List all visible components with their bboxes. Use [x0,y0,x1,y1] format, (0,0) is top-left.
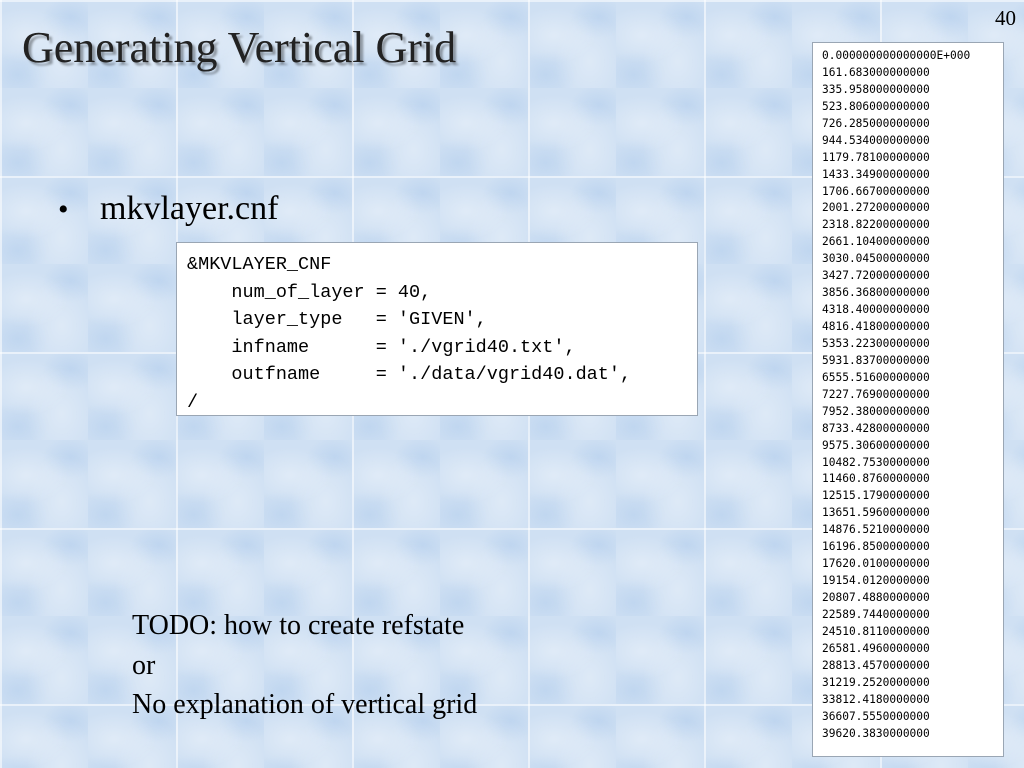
vgrid-value: 726.285000000000 [822,116,930,130]
vgrid-value: 5353.22300000000 [822,336,930,350]
vgrid-value: 6555.51600000000 [822,370,930,384]
vgrid-value: 17620.0100000000 [822,557,930,571]
vgrid-value: 9575.30600000000 [822,438,930,452]
vgrid-value: 5931.83700000000 [822,353,930,367]
vgrid-value: 24510.8110000000 [822,624,930,638]
vgrid-value: 31219.2520000000 [822,675,930,689]
config-line: num_of_layer = 40, [187,281,432,303]
config-line: infname = './vgrid40.txt', [187,336,576,358]
vgrid-value: 0.000000000000000E+000 [822,49,971,62]
bullet-dot-icon: • [58,193,69,226]
config-line: &MKVLAYER_CNF [187,254,332,275]
vgrid-value: 2318.82200000000 [822,218,930,232]
config-line: layer_type = 'GIVEN', [187,309,487,330]
bullet-text: mkvlayer.cnf [100,190,279,227]
vgrid-value: 14876.5210000000 [822,523,930,537]
vgrid-value: 22589.7440000000 [822,607,930,621]
vgrid-value: 4816.41800000000 [822,320,930,333]
vgrid-value: 7227.76900000000 [822,387,930,401]
vgrid-value: 39620.3830000000 [822,726,930,740]
slide-title: Generating Vertical Grid [22,23,457,72]
slide-number: 40 [995,6,1016,30]
vgrid-value: 2001.27200000000 [822,201,930,215]
vgrid-value: 2661.10400000000 [822,235,930,249]
vgrid-value: 3427.72000000000 [822,269,930,283]
bullet-list [58,190,278,228]
note-line: TODO: how to create refstate [132,610,465,641]
vgrid-value: 13651.5960000000 [822,506,930,520]
vgrid-value: 10482.7530000000 [822,455,930,469]
config-line: outfname = './data/vgrid40.dat', [187,364,632,385]
vgrid-value: 33812.4180000000 [822,692,930,706]
vgrid-value: 1179.78100000000 [822,150,930,164]
vgrid-value: 36607.5550000000 [822,709,930,723]
vgrid-value: 335.958000000000 [822,82,930,96]
vgrid-value: 944.534000000000 [822,133,930,147]
vgrid-value: 523.806000000000 [822,99,930,113]
bullet-item [58,190,278,228]
vgrid-value: 16196.8500000000 [822,540,930,554]
vgrid-values-box [812,42,1004,757]
vgrid-value: 7952.38000000000 [822,404,930,418]
vgrid-value: 26581.4960000000 [822,641,930,655]
vgrid-value: 28813.4570000000 [822,658,930,672]
vgrid-value: 4318.40000000000 [822,303,930,317]
todo-note [132,606,477,725]
vgrid-value: 12515.1790000000 [822,489,930,503]
vgrid-value: 3030.04500000000 [822,252,930,266]
note-line: or [132,649,156,681]
vgrid-value: 1706.66700000000 [822,184,930,198]
config-line: / [187,391,199,413]
vgrid-value: 20807.4880000000 [822,591,930,604]
vgrid-value: 8733.42800000000 [822,421,930,435]
config-code-box [176,242,698,416]
vgrid-value: 1433.34900000000 [822,167,930,181]
vgrid-value: 19154.0120000000 [822,574,930,588]
vgrid-value: 11460.8760000000 [822,472,930,486]
note-line: No explanation of vertical grid [132,689,478,720]
vgrid-value: 161.683000000000 [822,65,930,79]
vgrid-value: 3856.36800000000 [822,286,930,300]
